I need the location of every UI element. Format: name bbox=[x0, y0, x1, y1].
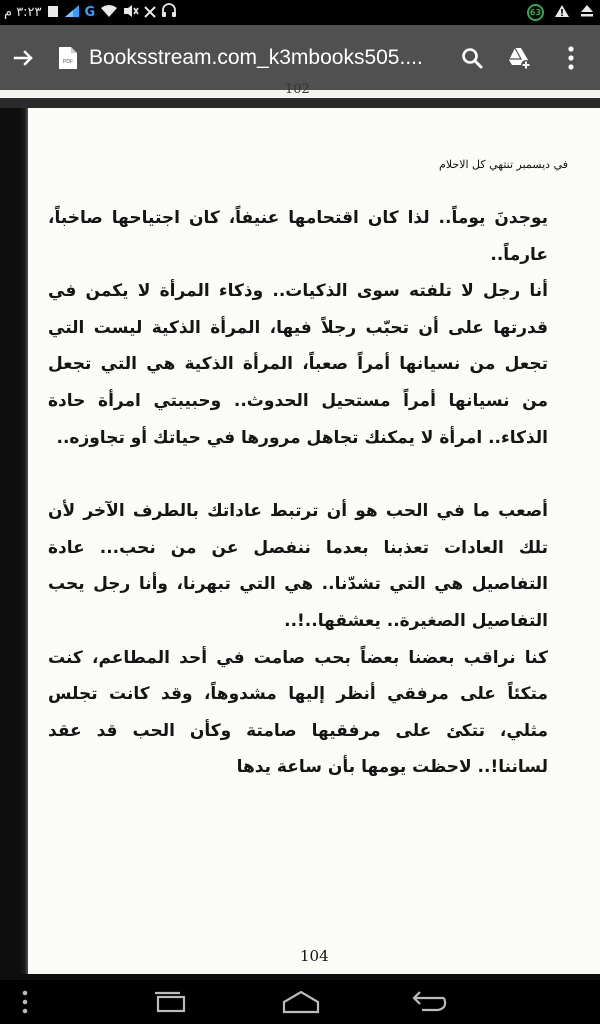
pdf-icon bbox=[58, 46, 78, 70]
more-vert-icon[interactable] bbox=[561, 45, 581, 71]
pdf-viewer[interactable] bbox=[0, 82, 600, 980]
eject-icon bbox=[580, 3, 594, 22]
signal-icon bbox=[64, 3, 80, 22]
page-body bbox=[48, 200, 548, 786]
home-icon[interactable] bbox=[280, 988, 322, 1016]
navigation-bar bbox=[0, 980, 600, 1024]
app-toolbar bbox=[0, 25, 600, 90]
mute-icon bbox=[123, 3, 139, 22]
clock: ٣:٢٣ م bbox=[4, 5, 42, 20]
status-left-group bbox=[4, 3, 177, 22]
status-bar bbox=[0, 0, 600, 25]
network-type-label: G bbox=[84, 5, 96, 20]
page-number: 104 bbox=[300, 947, 329, 965]
headset-icon bbox=[161, 3, 177, 22]
running-head: في ديسمبر تنتهي كل الاحلام bbox=[439, 158, 568, 171]
paragraph: أنا رجل لا تلفته سوى الذكيات.. وذكاء المرأة لا يكمن في قدرتها على أن تحبّب رجلاً فيها، المرأة الذكية ليست التي تجعل من نسيانها أمراً صعباً، المرأة الذكية هي التي تجعل من نسيانها أمراً مستحيل الحدوث.. وحبيبتي امرأة حادة الذكاء.. امرأة لا يمكنك تجاهل مرورها في حياتك أو تجاوزه.. bbox=[48, 281, 548, 448]
battery-circle-icon: 63 bbox=[527, 4, 544, 21]
drive-add-icon[interactable] bbox=[506, 45, 532, 71]
close-icon bbox=[144, 3, 156, 22]
menu-dots-icon[interactable] bbox=[18, 988, 32, 1016]
pdf-page bbox=[20, 108, 600, 974]
paragraph: أصعب ما في الحب هو أن ترتبط عاداتك بالطرف الآخر لأن تلك العادات تعذبنا بعدما ننفصل عن من نحب... عادة التفاصيل هي التي تشدّنا.. هي التي تبهرنا، وأنا رجل يحب التفاصيل الصغيرة.. يعشقها..!.. bbox=[48, 501, 548, 631]
pdf-icon-label: PDF bbox=[63, 59, 73, 65]
alert-icon bbox=[554, 3, 570, 22]
paragraph: كنا نراقب بعضنا بعضاً بحب صامت في أحد المطاعم، كنت متكئاً على مرفقي أنظر إليها مشدوهاً، وقد كانت تجلس مثلي، تتكئ على مرفقيها صامتة وكأن الحب قد عقد لساننا!.. لاحظت يومها بأن ساعة يدها bbox=[48, 647, 548, 778]
previous-page-number: 102 bbox=[285, 82, 310, 97]
document-title: Booksstream.com_k3mbooks505.... bbox=[89, 46, 423, 69]
previous-page-strip bbox=[0, 82, 600, 98]
wifi-icon bbox=[100, 3, 118, 22]
arrow-icon[interactable] bbox=[12, 46, 36, 70]
search-icon[interactable] bbox=[460, 46, 484, 70]
scan-edge bbox=[20, 108, 28, 974]
notification-icon bbox=[47, 3, 59, 22]
page-separator bbox=[0, 98, 600, 108]
back-icon[interactable] bbox=[408, 988, 450, 1016]
paragraph: يوجدنَ يوماً.. لذا كان اقتحامها عنيفاً، كان اجتياحها صاخباً، عارماً.. bbox=[48, 208, 548, 265]
recent-apps-icon[interactable] bbox=[150, 988, 190, 1016]
status-right-group bbox=[527, 3, 594, 22]
